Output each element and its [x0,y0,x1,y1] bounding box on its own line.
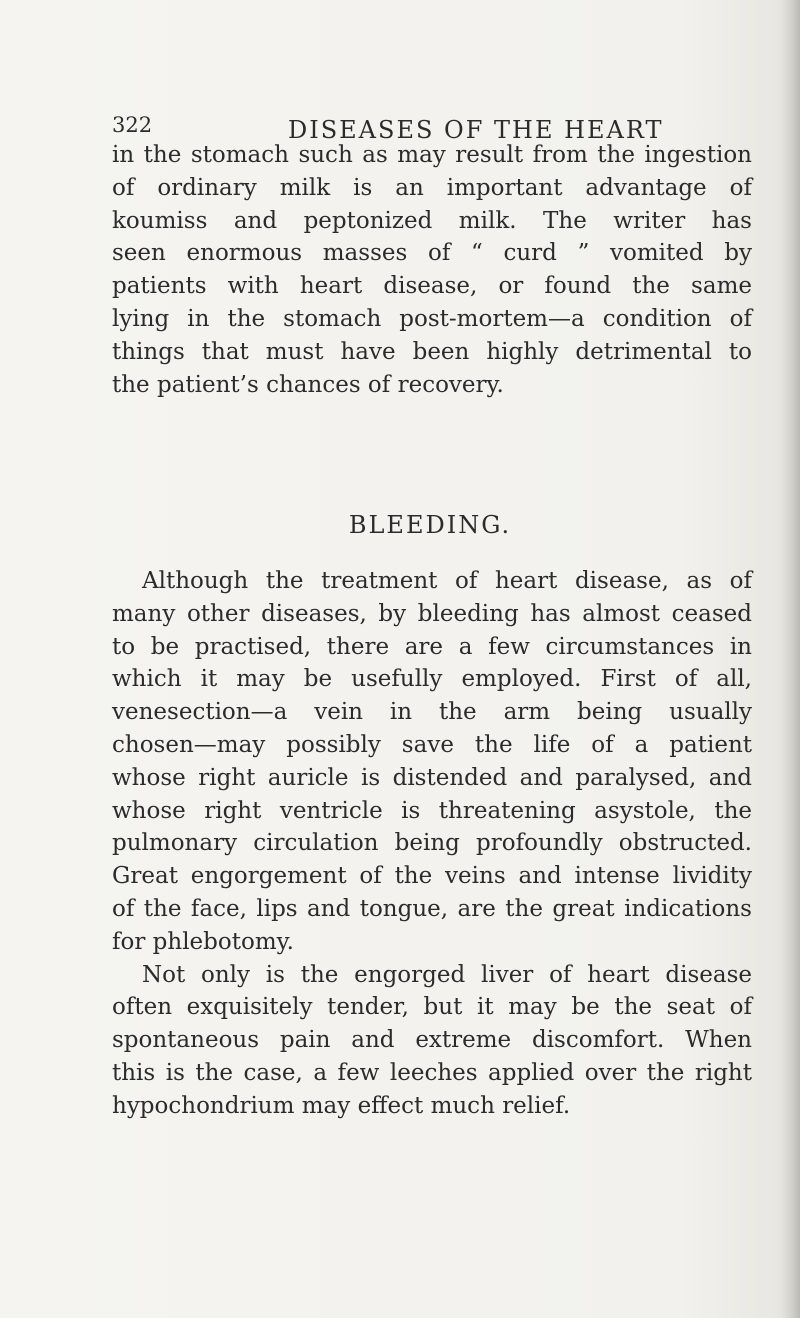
text-line: Although the treatment of heart disease, as of [142,568,752,594]
text-line: whose right ventricle is threatening asystole, the [112,797,752,824]
text-line: koumiss and peptonized milk. The writer has [112,207,752,234]
text-line: Not only is the engorged liver of heart disease [142,961,752,988]
text-line: in the stomach such as may result from the ingestion [112,142,752,168]
text-line: to be practised, there are a few circumstances in [112,633,752,660]
text-line: chosen—may possibly save the life of a patient [112,731,752,758]
text-line: of the face, lips and tongue, are the great indications [112,895,752,922]
text-line: pulmonary circulation being profoundly obstructed. [112,830,752,857]
text-line: seen enormous masses of “ curd ” vomited by [112,240,752,267]
text-line: whose right auricle is distended and paralysed, and [112,764,752,791]
text-line: Great engorgement of the veins and intense lividity [112,863,752,890]
paragraph-bleeding-body [112,565,752,1123]
text-line: many other diseases, by bleeding has almost ceased [112,600,752,627]
text-line: hypochondrium may effect much relief. [112,1092,571,1119]
text-line: often exquisitely tender, but it may be the seat of [112,994,752,1021]
text-line: patients with heart disease, or found the same [112,273,752,300]
text-line: for phlebotomy. [112,928,294,955]
text-line: things that must have been highly detrimental to [112,338,752,365]
text-line: of ordinary milk is an important advantage of [112,174,752,201]
text-line: this is the case, a few leeches applied over the right [112,1059,752,1086]
page-title: DISEASES OF THE HEART [288,116,664,144]
text-line: lying in the stomach post-mortem—a condition of [112,305,752,332]
paragraph-stomach-curd [112,139,752,401]
text-line: spontaneous pain and extreme discomfort. When [112,1027,752,1054]
section-heading-bleeding: BLEEDING. [348,511,512,539]
page-number: 322 [112,113,153,137]
text-line: the patient’s chances of recovery. [112,371,504,398]
text-line: which it may be usefully employed. First of all, [112,666,752,693]
text-line: venesection—a vein in the arm being usually [112,699,752,726]
page-edge-shadow [782,0,800,1318]
